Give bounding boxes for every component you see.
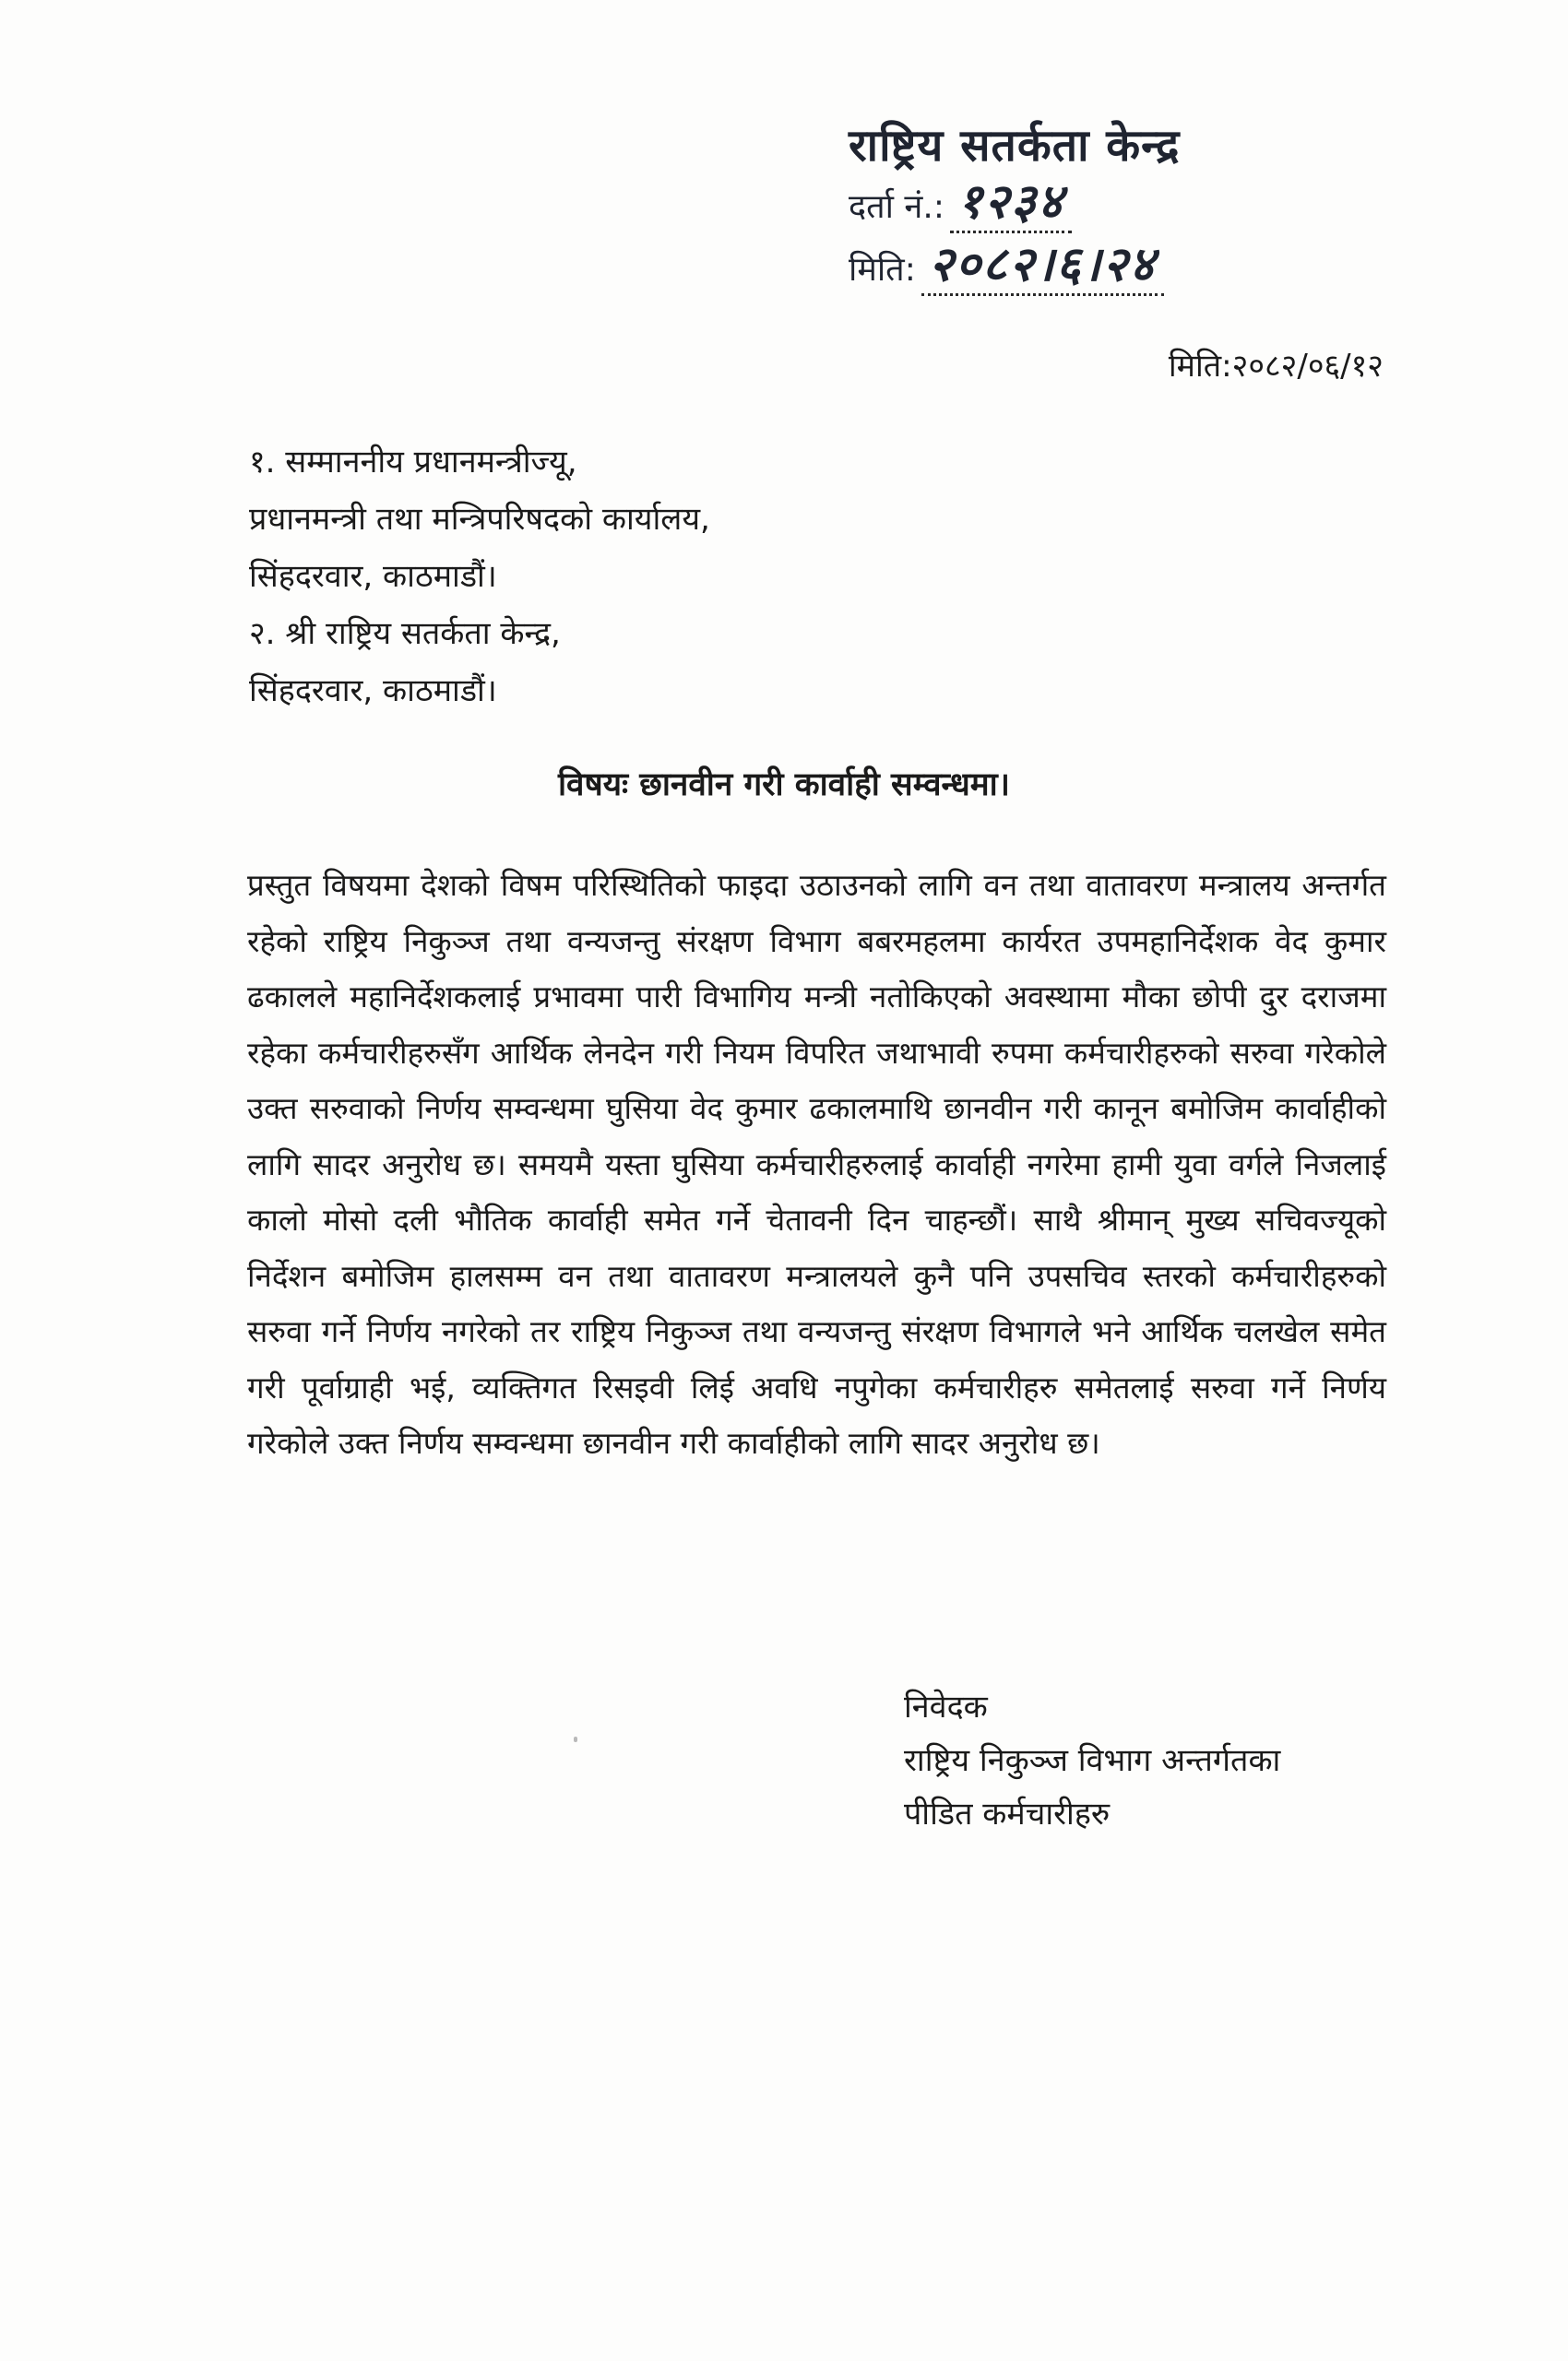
signature-title: निवेदक — [904, 1689, 988, 1726]
addressee-line: प्रधानमन्त्री तथा मन्त्रिपरिषदको कार्यालय, — [249, 501, 710, 538]
stamp-registration-number: १२३४ — [950, 173, 1072, 233]
stamp-date-value: २०८२।६।२४ — [921, 236, 1164, 296]
letter-body: प्रस्तुत विषयमा देशको विषम परिस्थितिको फाइदा उठाउनको लागि वन तथा वातावरण मन्त्रालय अन्तर्गत रहेको राष्ट्रिय निकुञ्ज तथा वन्यजन्तु संरक्षण विभाग बबरमहलमा कार्यरत उपमहानिर्देशक वेद कुमार ढकालले महानिर्देशकलाई प्रभावमा पारी विभागिय मन्त्री नतोकिएको अवस्थामा मौका छोपी दुर दराजमा रहेका कर्मचारीहरुसँग आर्थिक लेनदेन गरी नियम विपरित जथाभावी रुपमा कर्मचारीहरुको सरुवा गरेकोले उक्त सरुवाको निर्णय सम्वन्धमा घुसिया वेद कुमार ढकालमाथि छानवीन गरी कानून बमोजिम कार्वाहीको लागि सादर अनुरोध छ। समयमै यस्ता घुसिया कर्मचारीहरुलाई कार्वाही नगरेमा हामी युवा वर्गले निजलाई कालो मोसो दली भौतिक कार्वाही समेत गर्ने चेतावनी दिन चाहन्छौं। साथै श्रीमान् मुख्य सचिवज्यूको निर्देशन बमोजिम हालसम्म वन तथा वातावरण मन्त्रालयले कुनै पनि उपसचिव स्तरको कर्मचारीहरुको सरुवा गर्ने निर्णय नगरेको तर राष्ट्रिय निकुञ्ज तथा वन्यजन्तु संरक्षण विभागले भने आर्थिक चलखेल समेत गरी पूर्वाग्राही भई, व्यक्तिगत रिसइवी लिई अवधि नपुगेका कर्मचारीहरु समेतलाई सरुवा गर्ने निर्णय गरेकोले उक्त निर्णय सम्वन्धमा छानवीन गरी कार्वाहीको लागि सादर अनुरोध छ। — [247, 867, 1386, 1461]
subject-line: विषयः छानवीन गरी कार्वाही सम्वन्धमा। — [557, 766, 1011, 803]
stamp-date-label: मिति: — [849, 251, 916, 289]
stamp-office-name: राष्ट्रिय सतर्कता केन्द्र — [849, 120, 1181, 172]
addressee-block — [249, 433, 710, 719]
addressee-line: सिंहदरवार, काठमाडौं। — [249, 558, 497, 595]
stamp-date-row — [849, 236, 1273, 299]
signature-line-2: पीडित कर्मचारीहरु — [904, 1796, 1111, 1833]
letter-date: मिति:२०८२/०६/१२ — [1168, 348, 1384, 385]
addressee-line: १. सम्माननीय प्रधानमन्त्रीज्यू, — [249, 444, 577, 481]
scan-speck — [574, 1737, 577, 1742]
registration-stamp — [849, 118, 1273, 299]
addressee-line: सिंहदरवार, काठमाडौं। — [249, 672, 497, 709]
stamp-registration-row — [849, 173, 1273, 236]
stamp-registration-label: दर्ता नं.: — [849, 188, 944, 226]
addressee-line: २. श्री राष्ट्रिय सतर्कता केन्द्र, — [249, 615, 561, 652]
signature-line-1: राष्ट्रिय निकुञ्ज विभाग अन्तर्गतका — [904, 1742, 1281, 1779]
signature-block — [904, 1680, 1280, 1841]
